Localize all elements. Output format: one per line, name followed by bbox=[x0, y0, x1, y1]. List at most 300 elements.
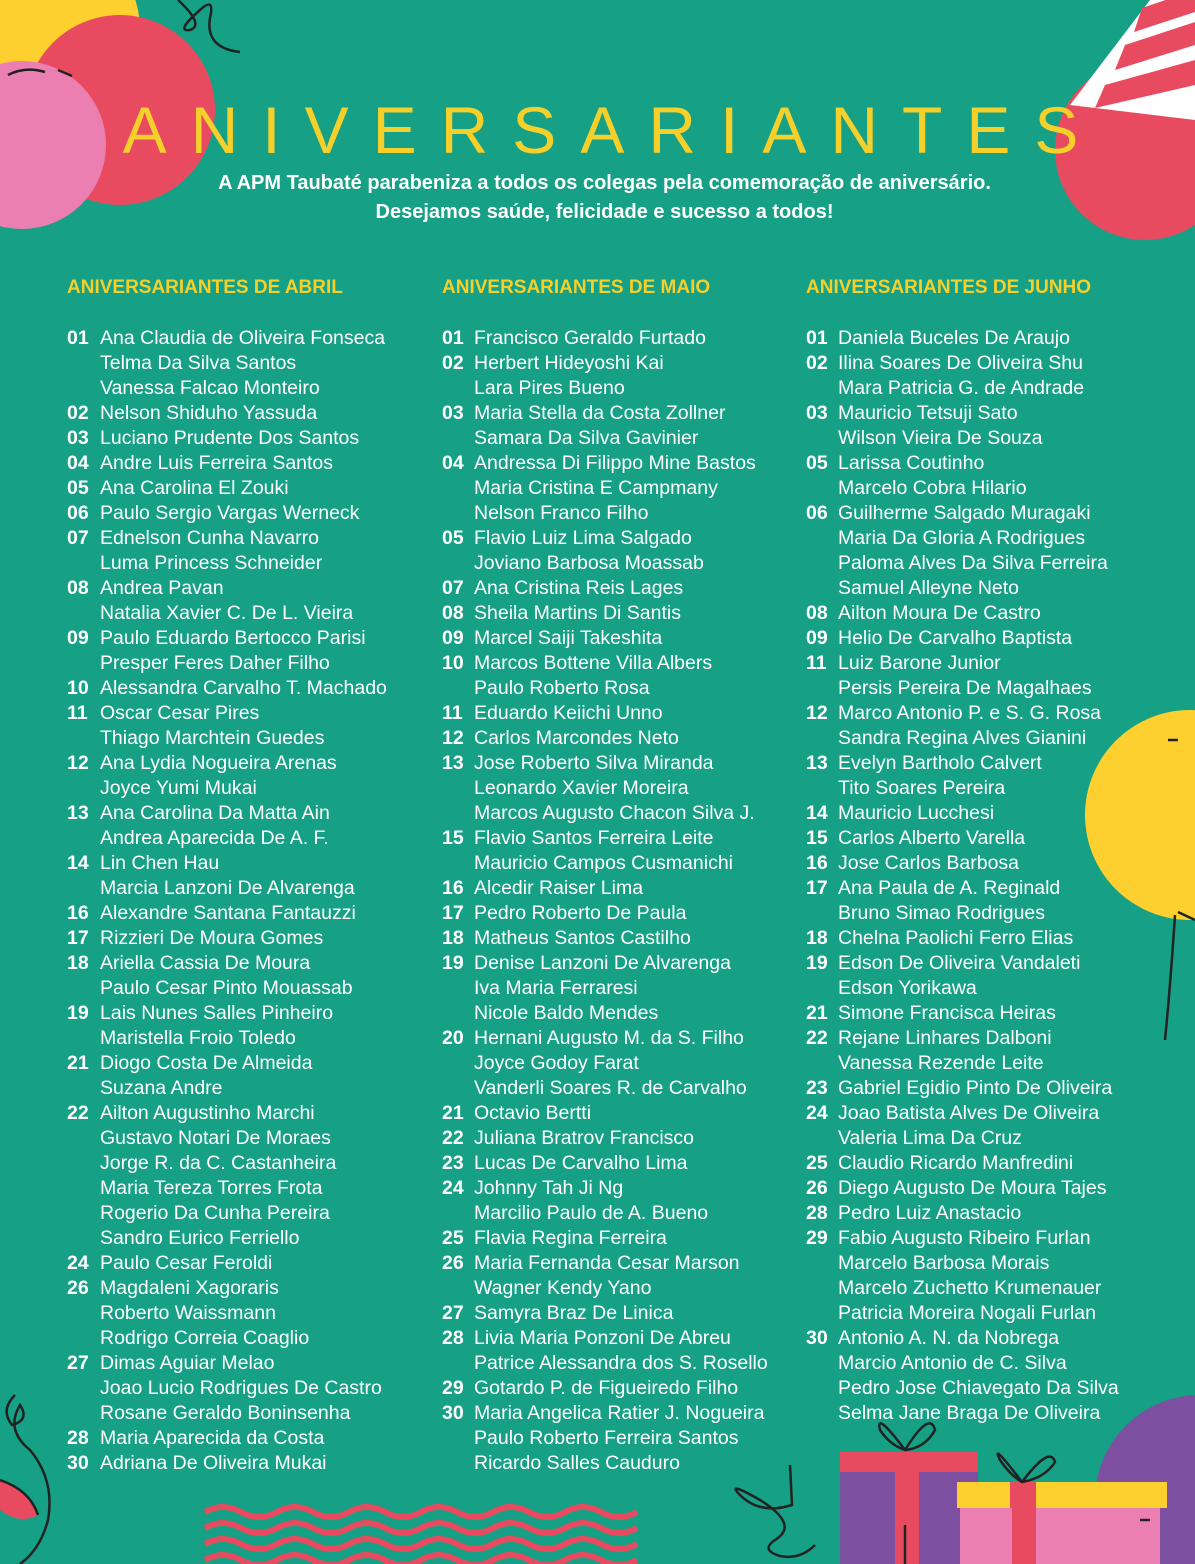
list-item bbox=[67, 876, 355, 901]
birthday-day: 25 bbox=[806, 1152, 828, 1174]
birthday-day: 26 bbox=[442, 1252, 464, 1274]
member-name: Vanessa Rezende Leite bbox=[838, 1052, 1044, 1074]
list-item bbox=[442, 1351, 768, 1376]
member-name: Mauricio Lucchesi bbox=[838, 802, 995, 824]
member-name: Gustavo Notari De Moraes bbox=[100, 1127, 331, 1149]
list-item bbox=[442, 726, 710, 751]
member-name: Presper Feres Daher Filho bbox=[100, 652, 330, 674]
member-name: Flavia Regina Ferreira bbox=[474, 1227, 667, 1249]
member-name: Octavio Bertti bbox=[474, 1102, 592, 1124]
member-name: Andrea Aparecida De A. F. bbox=[100, 827, 329, 849]
member-name: Flavio Santos Ferreira Leite bbox=[474, 827, 714, 849]
list-item bbox=[806, 876, 1091, 901]
member-name: Lara Pires Bueno bbox=[474, 377, 625, 399]
member-name: Bruno Simao Rodrigues bbox=[838, 902, 1046, 924]
list-item bbox=[67, 501, 360, 526]
list-item bbox=[442, 1001, 710, 1026]
list-item bbox=[442, 701, 710, 726]
list-item bbox=[442, 576, 710, 601]
birthday-day: 12 bbox=[67, 752, 89, 774]
member-name: Roberto Waissmann bbox=[100, 1302, 276, 1324]
list-item bbox=[806, 1051, 1091, 1076]
member-name: Simone Francisca Heiras bbox=[838, 1002, 1056, 1024]
member-name: Rizzieri De Moura Gomes bbox=[100, 927, 324, 949]
member-name: Marcelo Zuchetto Krumenauer bbox=[838, 1277, 1102, 1299]
list-item bbox=[806, 1101, 1100, 1126]
list-item bbox=[806, 751, 1091, 776]
list-item bbox=[67, 1201, 343, 1226]
list-item bbox=[806, 1376, 1119, 1401]
list-item bbox=[442, 551, 710, 576]
column-maio bbox=[442, 276, 768, 1476]
birthday-day: 04 bbox=[442, 452, 464, 474]
member-name: Paulo Cesar Feroldi bbox=[100, 1252, 273, 1274]
birthday-day: 12 bbox=[442, 727, 464, 749]
birthday-day: 05 bbox=[67, 477, 89, 499]
member-name: Wilson Vieira De Souza bbox=[838, 427, 1043, 449]
birthday-day: 03 bbox=[442, 402, 464, 424]
member-name: Marcel Saiji Takeshita bbox=[474, 627, 663, 649]
list-item bbox=[67, 1251, 343, 1276]
member-name: Mauricio Campos Cusmanichi bbox=[474, 852, 734, 874]
list-item bbox=[442, 776, 710, 801]
list-item bbox=[806, 1326, 1091, 1351]
list-item bbox=[806, 326, 1091, 351]
member-name: Herbert Hideyoshi Kai bbox=[474, 352, 664, 374]
member-name: Persis Pereira De Magalhaes bbox=[838, 677, 1092, 699]
member-name: Alessandra Carvalho T. Machado bbox=[100, 677, 387, 699]
list-item bbox=[806, 351, 1091, 376]
list-item bbox=[442, 626, 710, 651]
birthday-day: 24 bbox=[442, 1177, 464, 1199]
birthday-day: 02 bbox=[442, 352, 464, 374]
member-name: Sandro Eurico Ferriello bbox=[100, 1227, 300, 1249]
member-name: Edson Yorikawa bbox=[838, 977, 977, 999]
birthday-day: 16 bbox=[442, 877, 464, 899]
list-item bbox=[67, 1151, 343, 1176]
list-item bbox=[442, 651, 713, 676]
member-name: Andre Luis Ferreira Santos bbox=[100, 452, 334, 474]
member-name: Marcos Bottene Villa Albers bbox=[474, 652, 713, 674]
member-name: Johnny Tah Ji Ng bbox=[474, 1177, 624, 1199]
list-item bbox=[67, 576, 343, 601]
list-item bbox=[806, 501, 1091, 526]
member-name: Paulo Sergio Vargas Werneck bbox=[100, 502, 360, 524]
list-item bbox=[806, 976, 1091, 1001]
member-name: Joao Batista Alves De Oliveira bbox=[838, 1102, 1100, 1124]
list-item bbox=[442, 876, 710, 901]
list-item bbox=[442, 1151, 710, 1176]
member-name: Alexandre Santana Fantauzzi bbox=[100, 902, 356, 924]
list-item bbox=[806, 1276, 1102, 1301]
list-item bbox=[442, 451, 756, 476]
member-name: Ana Cristina Reis Lages bbox=[474, 577, 684, 599]
column-heading-junho: ANIVERSARIANTES DE JUNHO bbox=[806, 277, 1092, 298]
birthday-day: 28 bbox=[67, 1427, 89, 1449]
member-name: Iva Maria Ferraresi bbox=[474, 977, 638, 999]
birthday-day: 18 bbox=[806, 927, 828, 949]
list-item bbox=[806, 376, 1091, 401]
member-name: Ana Paula de A. Reginald bbox=[838, 877, 1061, 899]
member-name: Matheus Santos Castilho bbox=[474, 927, 691, 949]
column-abril bbox=[67, 276, 387, 1476]
member-name: Denise Lanzoni De Alvarenga bbox=[474, 952, 731, 974]
member-name: Fabio Augusto Ribeiro Furlan bbox=[838, 1227, 1091, 1249]
list-item bbox=[67, 1401, 351, 1426]
list-item bbox=[806, 1251, 1091, 1276]
member-name: Leonardo Xavier Moreira bbox=[474, 777, 689, 799]
list-item bbox=[442, 801, 755, 826]
birthday-day: 07 bbox=[67, 527, 89, 549]
list-item bbox=[67, 951, 343, 976]
list-item bbox=[806, 551, 1108, 576]
member-name: Ana Lydia Nogueira Arenas bbox=[100, 752, 337, 774]
member-name: Dimas Aguiar Melao bbox=[100, 1352, 275, 1374]
member-name: Natalia Xavier C. De L. Vieira bbox=[100, 602, 354, 624]
member-name: Marcia Lanzoni De Alvarenga bbox=[100, 877, 355, 899]
member-name: Hernani Augusto M. da S. Filho bbox=[474, 1027, 744, 1049]
member-name: Maria Angelica Ratier J. Nogueira bbox=[474, 1402, 765, 1424]
birthday-day: 03 bbox=[806, 402, 828, 424]
list-item bbox=[67, 1026, 343, 1051]
birthday-day: 19 bbox=[67, 1002, 89, 1024]
list-item bbox=[67, 426, 360, 451]
member-name: Jose Carlos Barbosa bbox=[838, 852, 1020, 874]
birthday-day: 30 bbox=[806, 1327, 828, 1349]
member-name: Marcelo Barbosa Morais bbox=[838, 1252, 1050, 1274]
list-item bbox=[442, 401, 726, 426]
member-name: Vanessa Falcao Monteiro bbox=[100, 377, 320, 399]
member-name: Samara Da Silva Gavinier bbox=[474, 427, 699, 449]
list-item bbox=[442, 1451, 710, 1476]
column-heading-abril: ANIVERSARIANTES DE ABRIL bbox=[67, 277, 343, 298]
birthday-day: 28 bbox=[442, 1327, 464, 1349]
birthday-day: 16 bbox=[67, 902, 89, 924]
list-item bbox=[806, 1076, 1113, 1101]
birthday-day: 15 bbox=[806, 827, 828, 849]
member-name: Maria Da Gloria A Rodrigues bbox=[838, 527, 1086, 549]
list-item bbox=[67, 1226, 343, 1251]
member-name: Ailton Augustinho Marchi bbox=[100, 1102, 315, 1124]
birthday-day: 27 bbox=[67, 1352, 89, 1374]
member-name: Larissa Coutinho bbox=[838, 452, 985, 474]
member-name: Sheila Martins Di Santis bbox=[474, 602, 681, 624]
list-item bbox=[442, 326, 710, 351]
list-item bbox=[442, 376, 710, 401]
list-item bbox=[806, 426, 1091, 451]
member-name: Maria Aparecida da Costa bbox=[100, 1427, 325, 1449]
birthday-day: 13 bbox=[442, 752, 464, 774]
list-item bbox=[67, 826, 343, 851]
list-item bbox=[442, 1376, 739, 1401]
list-item bbox=[442, 1276, 710, 1301]
birthday-day: 05 bbox=[442, 527, 464, 549]
list-item bbox=[67, 1276, 343, 1301]
list-item bbox=[442, 601, 710, 626]
list-item bbox=[806, 851, 1091, 876]
member-name: Vanderli Soares R. de Carvalho bbox=[474, 1077, 747, 1099]
list-item bbox=[442, 1176, 710, 1201]
birthday-day: 27 bbox=[442, 1302, 464, 1324]
list-item bbox=[67, 351, 343, 376]
member-name: Maristella Froio Toledo bbox=[100, 1027, 296, 1049]
birthday-day: 29 bbox=[442, 1377, 464, 1399]
member-name: Patricia Moreira Nogali Furlan bbox=[838, 1302, 1096, 1324]
member-name: Selma Jane Braga De Oliveira bbox=[838, 1402, 1101, 1424]
member-name: Maria Tereza Torres Frota bbox=[100, 1177, 323, 1199]
member-name: Paulo Roberto Ferreira Santos bbox=[474, 1427, 739, 1449]
list-item bbox=[67, 676, 387, 701]
member-name: Luma Princess Schneider bbox=[100, 552, 323, 574]
member-name: Joviano Barbosa Moassab bbox=[474, 552, 704, 574]
member-name: Gotardo P. de Figueiredo Filho bbox=[474, 1377, 739, 1399]
list-item bbox=[442, 1026, 744, 1051]
member-name: Nicole Baldo Mendes bbox=[474, 1002, 659, 1024]
list-item bbox=[806, 526, 1091, 551]
member-name: Chelna Paolichi Ferro Elias bbox=[838, 927, 1074, 949]
member-name: Wagner Kendy Yano bbox=[474, 1277, 652, 1299]
list-item bbox=[67, 651, 343, 676]
member-name: Mauricio Tetsuji Sato bbox=[838, 402, 1018, 424]
subtitle-line-1: A APM Taubaté parabeniza a todos os colegas pela comemoração de aniversário. bbox=[218, 172, 991, 194]
birthday-day: 04 bbox=[67, 452, 89, 474]
member-name: Maria Stella da Costa Zollner bbox=[474, 402, 726, 424]
list-item bbox=[442, 826, 714, 851]
member-name: Joyce Yumi Mukai bbox=[100, 777, 257, 799]
member-name: Paulo Cesar Pinto Mouassab bbox=[100, 977, 353, 999]
list-item bbox=[806, 901, 1091, 926]
birthday-day: 11 bbox=[442, 702, 463, 724]
list-item bbox=[806, 826, 1091, 851]
birthday-day: 17 bbox=[442, 902, 464, 924]
member-name: Gabriel Egidio Pinto De Oliveira bbox=[838, 1077, 1113, 1099]
list-item bbox=[442, 901, 710, 926]
member-name: Magdaleni Xagoraris bbox=[100, 1277, 279, 1299]
birthday-day: 26 bbox=[67, 1277, 89, 1299]
list-item bbox=[67, 376, 343, 401]
list-item bbox=[67, 1451, 343, 1476]
list-item bbox=[442, 926, 710, 951]
birthday-day: 01 bbox=[442, 327, 464, 349]
list-item bbox=[442, 851, 734, 876]
member-name: Suzana Andre bbox=[100, 1077, 223, 1099]
member-name: Eduardo Keiichi Unno bbox=[474, 702, 663, 724]
birthday-day: 23 bbox=[806, 1077, 828, 1099]
birthday-day: 13 bbox=[67, 802, 89, 824]
page-title: ANIVERSARIANTES bbox=[122, 93, 1103, 167]
member-name: Antonio A. N. da Nobrega bbox=[838, 1327, 1060, 1349]
list-item bbox=[67, 1426, 343, 1451]
member-name: Rodrigo Correia Coaglio bbox=[100, 1327, 310, 1349]
member-name: Ailton Moura De Castro bbox=[838, 602, 1041, 624]
list-item bbox=[442, 1076, 747, 1101]
member-name: Oscar Cesar Pires bbox=[100, 702, 260, 724]
birthday-day: 16 bbox=[806, 852, 828, 874]
birthday-day: 20 bbox=[442, 1027, 464, 1049]
member-name: Adriana De Oliveira Mukai bbox=[100, 1452, 327, 1474]
list-item bbox=[806, 651, 1091, 676]
birthday-day: 26 bbox=[806, 1177, 828, 1199]
member-name: Marco Antonio P. e S. G. Rosa bbox=[838, 702, 1102, 724]
list-item bbox=[442, 501, 710, 526]
birthday-day: 19 bbox=[806, 952, 828, 974]
list-item bbox=[67, 451, 343, 476]
member-name: Edson De Oliveira Vandaleti bbox=[838, 952, 1081, 974]
list-item bbox=[67, 976, 353, 1001]
list-item bbox=[806, 951, 1091, 976]
list-item bbox=[67, 1076, 343, 1101]
list-item bbox=[806, 476, 1091, 501]
list-item bbox=[67, 551, 343, 576]
birthday-day: 21 bbox=[442, 1102, 464, 1124]
birthday-list-abril bbox=[67, 326, 387, 1476]
member-name: Pedro Luiz Anastacio bbox=[838, 1202, 1022, 1224]
list-item bbox=[67, 1351, 343, 1376]
member-name: Guilherme Salgado Muragaki bbox=[838, 502, 1091, 524]
list-item bbox=[67, 701, 343, 726]
member-name: Pedro Roberto De Paula bbox=[474, 902, 687, 924]
member-name: Lais Nunes Salles Pinheiro bbox=[100, 1002, 334, 1024]
wave-decoration bbox=[205, 1507, 637, 1564]
birthday-day: 30 bbox=[67, 1452, 89, 1474]
member-name: Lin Chen Hau bbox=[100, 852, 220, 874]
birthday-day: 25 bbox=[442, 1227, 464, 1249]
birthday-day: 10 bbox=[67, 677, 89, 699]
birthday-day: 08 bbox=[67, 577, 89, 599]
birthday-day: 14 bbox=[67, 852, 89, 874]
list-item bbox=[442, 1401, 765, 1426]
member-name: Patrice Alessandra dos S. Rosello bbox=[474, 1352, 768, 1374]
birthday-day: 23 bbox=[442, 1152, 464, 1174]
member-name: Rosane Geraldo Boninsenha bbox=[100, 1402, 351, 1424]
list-item bbox=[806, 1401, 1101, 1426]
member-name: Luiz Barone Junior bbox=[838, 652, 1001, 674]
member-name: Carlos Marcondes Neto bbox=[474, 727, 679, 749]
member-name: Jorge R. da C. Castanheira bbox=[100, 1152, 337, 1174]
birthday-day: 13 bbox=[806, 752, 828, 774]
list-item bbox=[67, 401, 343, 426]
member-name: Marcelo Cobra Hilario bbox=[838, 477, 1027, 499]
birthday-day: 01 bbox=[67, 327, 89, 349]
birthday-day: 10 bbox=[442, 652, 464, 674]
member-name: Samuel Alleyne Neto bbox=[838, 577, 1020, 599]
member-name: Nelson Shiduho Yassuda bbox=[100, 402, 318, 424]
birthday-day: 14 bbox=[806, 802, 828, 824]
list-item bbox=[442, 1051, 710, 1076]
member-name: Diogo Costa De Almeida bbox=[100, 1052, 313, 1074]
list-item bbox=[67, 926, 343, 951]
list-item bbox=[442, 1126, 710, 1151]
birthday-day: 02 bbox=[806, 352, 828, 374]
list-item bbox=[442, 951, 731, 976]
birthday-day: 09 bbox=[67, 627, 89, 649]
member-name: Flavio Luiz Lima Salgado bbox=[474, 527, 692, 549]
member-name: Luciano Prudente Dos Santos bbox=[100, 427, 360, 449]
list-item bbox=[67, 626, 366, 651]
list-item bbox=[67, 1376, 382, 1401]
member-name: Marcio Antonio de C. Silva bbox=[838, 1352, 1067, 1374]
member-name: Samyra Braz De Linica bbox=[474, 1302, 674, 1324]
list-item bbox=[806, 676, 1091, 701]
list-item bbox=[806, 576, 1091, 601]
birthday-day: 24 bbox=[806, 1102, 828, 1124]
birthday-day: 15 bbox=[442, 827, 464, 849]
list-item bbox=[806, 1176, 1107, 1201]
member-name: Ariella Cassia De Moura bbox=[100, 952, 311, 974]
birthday-day: 28 bbox=[806, 1202, 828, 1224]
member-name: Ednelson Cunha Navarro bbox=[100, 527, 319, 549]
list-item bbox=[67, 1051, 343, 1076]
list-item bbox=[67, 1301, 343, 1326]
birthday-day: 09 bbox=[442, 627, 464, 649]
list-item bbox=[442, 1251, 740, 1276]
list-item bbox=[806, 626, 1091, 651]
birthday-day: 24 bbox=[67, 1252, 89, 1274]
member-name: Andrea Pavan bbox=[100, 577, 224, 599]
list-item bbox=[67, 851, 343, 876]
birthday-day: 19 bbox=[442, 952, 464, 974]
list-item bbox=[806, 451, 1091, 476]
member-name: Lucas De Carvalho Lima bbox=[474, 1152, 688, 1174]
list-item bbox=[67, 776, 343, 801]
birthday-day: 06 bbox=[67, 502, 89, 524]
list-item bbox=[806, 601, 1091, 626]
member-name: Ilina Soares De Oliveira Shu bbox=[838, 352, 1083, 374]
member-name: Daniela Buceles De Araujo bbox=[838, 327, 1070, 349]
subtitle-line-2: Desejamos saúde, felicidade e sucesso a todos! bbox=[375, 201, 834, 223]
birthday-day: 21 bbox=[806, 1002, 828, 1024]
list-item bbox=[806, 1301, 1096, 1326]
birthday-day: 22 bbox=[67, 1102, 89, 1124]
list-item bbox=[67, 751, 343, 776]
birthday-day: 22 bbox=[806, 1027, 828, 1049]
list-item bbox=[806, 726, 1091, 751]
member-name: Diego Augusto De Moura Tajes bbox=[838, 1177, 1107, 1199]
birthday-day: 17 bbox=[806, 877, 828, 899]
birthday-day: 29 bbox=[806, 1227, 828, 1249]
column-junho bbox=[806, 276, 1119, 1426]
list-item bbox=[67, 476, 343, 501]
birthday-day: 08 bbox=[442, 602, 464, 624]
member-name: Nelson Franco Filho bbox=[474, 502, 649, 524]
birthday-day: 08 bbox=[806, 602, 828, 624]
list-item bbox=[806, 1201, 1091, 1226]
birthday-day: 02 bbox=[67, 402, 89, 424]
member-name: Francisco Geraldo Furtado bbox=[474, 327, 706, 349]
birthday-day: 30 bbox=[442, 1402, 464, 1424]
member-name: Alcedir Raiser Lima bbox=[474, 877, 644, 899]
member-name: Rogerio Da Cunha Pereira bbox=[100, 1202, 330, 1224]
list-item bbox=[67, 526, 343, 551]
list-item bbox=[67, 1326, 343, 1351]
list-item bbox=[806, 776, 1091, 801]
list-item bbox=[806, 1151, 1091, 1176]
list-item bbox=[67, 726, 343, 751]
column-heading-maio: ANIVERSARIANTES DE MAIO bbox=[442, 277, 711, 298]
member-name: Carlos Alberto Varella bbox=[838, 827, 1026, 849]
list-item bbox=[442, 351, 710, 376]
birthday-day: 21 bbox=[67, 1052, 89, 1074]
list-item bbox=[67, 1001, 343, 1026]
birthday-day: 17 bbox=[67, 927, 89, 949]
list-item bbox=[442, 676, 710, 701]
birthday-day: 03 bbox=[67, 427, 89, 449]
member-name: Helio De Carvalho Baptista bbox=[838, 627, 1073, 649]
member-name: Ana Carolina Da Matta Ain bbox=[100, 802, 330, 824]
member-name: Telma Da Silva Santos bbox=[100, 352, 297, 374]
list-item bbox=[67, 1176, 343, 1201]
member-name: Paulo Roberto Rosa bbox=[474, 677, 650, 699]
